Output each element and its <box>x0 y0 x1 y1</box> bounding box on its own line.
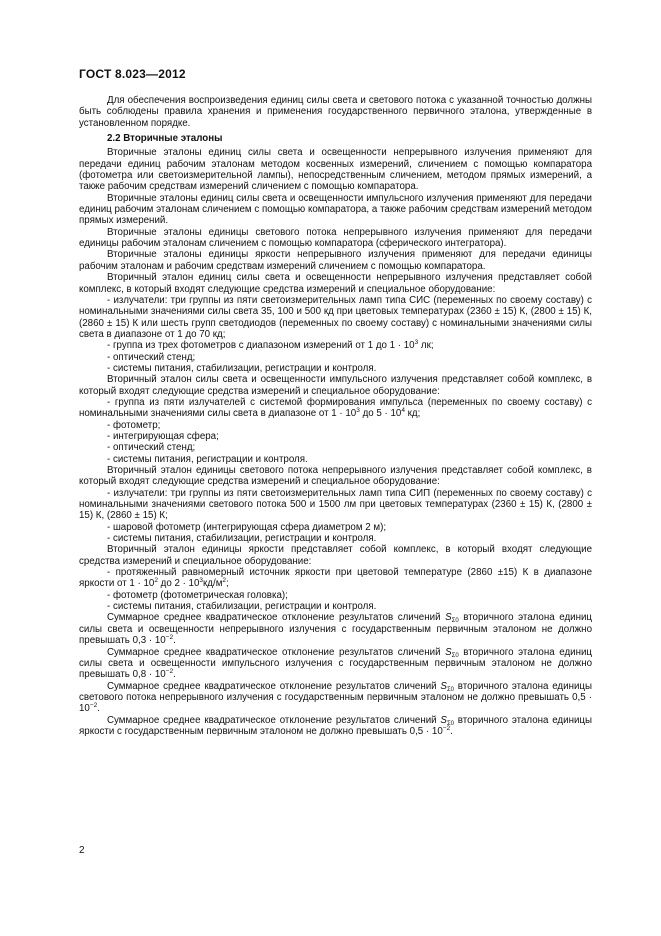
list-item <box>79 567 592 590</box>
paragraph: Вторичные эталоны единиц силы света и освещенности непрерывного излучения применяют для передачи единиц рабочим эталонам методом косвенных измерений, сличением с помощью компаратора (фотометра или светоизмерительной лампы), непосредственным сличением, методом прямых измерений, а также рабочим средствам измерений сличением с помощью компаратора. <box>79 147 592 193</box>
paragraph: Для обеспечения воспроизведения единиц силы света и светового потока с указанной точностью должны быть соблюдены правила хранения и применения государственного первичного эталона, утвержденные в установленном порядке. <box>79 95 592 129</box>
text-run: - группа из пяти излучателей с системой формирования импульса (переменных по своему составу) с номинальными значениями силы света в диапазоне от 1 · 10 <box>79 396 592 420</box>
paragraph: Вторичные эталоны единицы яркости непрерывного излучения применяют для передачи единицы рабочим эталонам и рабочим средствам измерений сличением с помощью компаратора. <box>79 249 592 272</box>
exponent: 3 <box>414 339 419 347</box>
symbol-subscript: Σ0 <box>446 686 454 693</box>
deviation-paragraph <box>79 681 592 715</box>
text-run: Суммарное среднее квадратическое отклонение результатов сличений <box>107 612 446 624</box>
section-heading: 2.2 Вторичные эталоны <box>107 133 223 145</box>
list-item <box>79 397 592 420</box>
deviation-paragraph <box>79 647 592 681</box>
list-item: - фотометр (фотометрическая головка); <box>107 589 288 601</box>
document-body <box>79 95 592 737</box>
exponent: 3 <box>199 577 204 585</box>
exponent: 2 <box>222 577 227 585</box>
text-run: - группа из трех фотометров с диапазоном измерений от 1 до 1 · 10 <box>107 340 415 352</box>
text-run: вторичного эталона единицы светового потока непрерывного излучения с государственным первичным эталоном не должно превышать 0,5 · 10 <box>79 680 592 715</box>
paragraph: Вторичные эталоны единицы светового потока непрерывного излучения применяют для передачи единицы рабочим эталонам сличением с помощью компаратора (сферического интегратора). <box>79 226 592 250</box>
text-run: Суммарное среднее квадратическое отклонение результатов сличений <box>107 680 441 692</box>
paragraph: Вторичный эталон единиц силы света и освещенности непрерывного излучения представляет собой комплекс, в который входят следующие средства измерений и специальное оборудование: <box>79 272 592 295</box>
text-run: . <box>173 635 176 647</box>
text-run: кд/м <box>203 578 223 590</box>
text-run: Суммарное среднее квадратическое отклонение результатов сличений <box>107 646 446 658</box>
deviation-symbol: S <box>445 646 452 658</box>
text-run: . <box>173 669 176 681</box>
text-run: Суммарное среднее квадратическое отклонение результатов сличений <box>107 714 441 726</box>
text-run: . <box>450 725 453 737</box>
text-run: вторичного эталона единицы яркости с государственным первичным эталоном не должно превышать 0,5 · 10 <box>79 714 592 737</box>
text-run: кд; <box>404 408 421 420</box>
text-run: . <box>97 703 100 715</box>
deviation-symbol: S <box>440 714 447 726</box>
deviation-symbol: S <box>445 612 452 624</box>
paragraph: Вторичные эталоны единиц силы света и освещенности импульсного излучения применяют для передачи единиц рабочим эталонам сличением с помощью компаратора, а также рабочим средствам измерений методом прямых измерений. <box>79 192 592 227</box>
exponent: 3 <box>356 407 360 415</box>
paragraph: Вторичный эталон силы света и освещенности импульсного излучения представляет собой комплекс, в который входят следующие средства измерений и специальное оборудование: <box>79 374 592 397</box>
text-run: до 2 · 10 <box>157 578 200 590</box>
exponent: 4 <box>401 407 405 415</box>
list-item: - излучатели: три группы из пяти светоизмерительных ламп типа СИП (переменных по своему составу) с номинальными значениями светового потока 500 и 1500 лм при цветовых температурах (2360 ± 15) К, (2800 ± 15) К, (2860 ± 15) К; <box>79 487 592 522</box>
deviation-paragraph <box>79 612 592 646</box>
text-run: вторичного эталона единиц силы света и освещенности импульсного излучения с государственным первичным эталоном не должно превышать 0,8 · 10 <box>79 646 592 681</box>
list-item: - системы питания, стабилизации, регистрации и контроля. <box>107 601 377 613</box>
list-item: - интегрирующая сфера; <box>107 430 219 442</box>
exponent: −2 <box>442 724 451 732</box>
page-number: 2 <box>79 845 85 856</box>
text-run: вторичного эталона единиц силы света и освещенности непрерывного излучения с государственным первичным эталоном не должно превышать 0,3 · 10 <box>79 612 592 647</box>
deviation-paragraph <box>79 715 592 738</box>
deviation-symbol: S <box>440 680 447 692</box>
symbol-subscript: Σ0 <box>451 618 459 625</box>
exponent: −2 <box>165 634 174 642</box>
list-item: - системы питания, стабилизации, регистрации и контроля. <box>107 533 377 545</box>
list-item: - оптический стенд; <box>107 351 196 363</box>
symbol-subscript: Σ0 <box>451 652 459 659</box>
text-run: лк; <box>418 340 434 352</box>
text-run: до 5 · 10 <box>359 408 402 420</box>
paragraph: Вторичный эталон единицы яркости представляет собой комплекс, в который входят следующие средства измерений и специальное оборудование: <box>79 544 592 567</box>
list-item: - фотометр; <box>107 419 161 431</box>
paragraph: Вторичный эталон единицы светового потока непрерывного излучения представляет собой комплекс, в который входят следующие средства измерений и специальное оборудование: <box>79 465 592 488</box>
list-item <box>79 340 592 351</box>
exponent: 2 <box>154 577 158 585</box>
exponent: −2 <box>165 668 174 676</box>
list-item: - системы питания, регистрации и контроля. <box>107 453 308 465</box>
list-item: - оптический стенд; <box>107 442 196 454</box>
list-item: - системы питания, стабилизации, регистрации и контроля. <box>107 362 377 374</box>
list-item: - шаровой фотометр (интегрирующая сфера диаметром 2 м); <box>107 521 387 533</box>
list-item: - излучатели: три группы из пяти светоизмерительных ламп типа СИС (переменных по своему составу) с номинальными значениями силы света 35, 100 и 500 кд при цветовых температурах (2360 ± 15) К, (2800 ± 15) К, (2860 ± 15) К или шесть групп светодиодов (переменных по своему составу) с номинальными значениями силы света в диапазоне от 1 до 70 кд; <box>79 294 592 340</box>
text-run: - протяженный равномерный источник яркости при цветовой температуре (2860 ±15) К в диапазоне яркости от 1 · 10 <box>79 567 592 590</box>
symbol-subscript: Σ0 <box>446 720 454 727</box>
exponent: −2 <box>89 702 98 710</box>
standard-header: ГОСТ 8.023—2012 <box>79 67 186 81</box>
text-run: ; <box>226 578 229 590</box>
